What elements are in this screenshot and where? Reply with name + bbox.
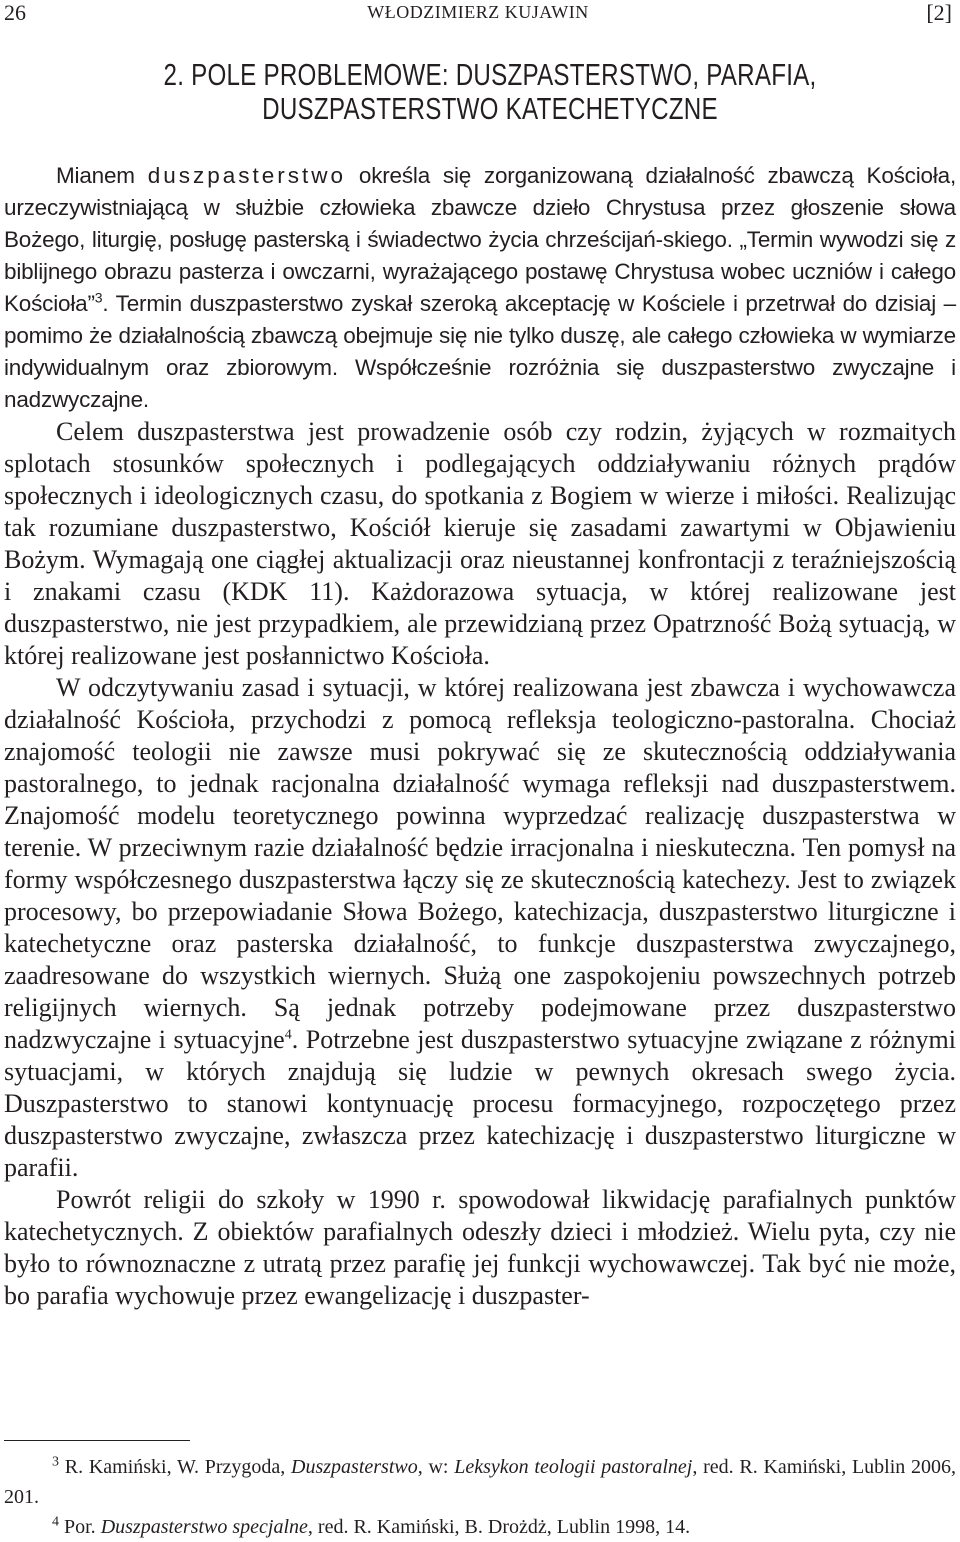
footnote-ref-3: 3 [94,289,103,306]
paragraph-1-text-a: Mianem [56,163,135,188]
page-number: 26 [4,0,26,25]
footnote-3 [4,1452,956,1512]
footnote-divider [4,1440,190,1441]
section-title-line-1: 2. POLE PROBLEMOWE: DUSZPASTERSTWO, PARAFIA, [163,57,817,92]
paragraph-1-text-b: określa się zorganizowaną działalność zbawczą Kościoła, urzeczywistniającą w służbie człowieka zbawcze dzieło Chrystusa przez głoszenie słowa Bożego, liturgię, posługę pasterską i świadectwo życia chrześcijań-skiego. „Termin wywodzi się z biblijnego obrazu pasterza i owczarni, wyrażającego postawę Chrystusa wobec uczniów i całego Kościoła” [4,163,957,316]
section-title-line-2: DUSZPASTERSTWO KATECHETYCZNE [262,91,718,126]
paragraph-1 [4,160,956,416]
paragraph-1-text-c: . Termin duszpasterstwo zyskał szeroką akceptację w Kościele i przetrwał do dzisiaj – pomimo że działalnością zbawczą obejmuje się nie tylko duszę, ale całego człowieka w wymiarze indywidualnym oraz zbiorowym. Współcześnie rozróżnia się duszpasterstwo zwyczajne i nadzwyczajne. [4,291,956,412]
running-header-author: WŁODZIMIERZ KUJAWIN [367,2,589,22]
paragraph-3-text-a: W odczytywaniu zasad i sytuacji, w której realizowana jest zbawcza i wychowawcza działalność Kościoła, przychodzi z pomocą refleksja teologiczno-pastoralna. Chociaż znajomość teologii nie zawsze musi pokrywać się ze skutecznością oddziaływania pastoralnego, to jednak racjonalna działalność wymaga refleksji nad duszpasterstwem. Znajomość modelu teoretycznego powinna wyprzedzać realizację duszpasterstwa w terenie. W przeciwnym razie działalność będzie irracjonalna i nieskuteczna. Ten pomysł na formy współczesnego duszpasterstwa łączy się ze skutecznością katechezy. Jest to związek procesowy, bo przepowiadanie Słowa Bożego, katechizacja, duszpasterstwo liturgiczne i katechetyczne oraz pasterska działalność, to funkcje duszpasterstwa zwyczajnego, zaadresowane do wszystkich wiernych. Służą one zaspokojeniu powszechnych potrzeb religijnych wiernych. Są jednak potrzeby podejmowane przez duszpasterstwo nadzwyczajne i sytuacyjne [4,673,956,1054]
footnotes [4,1452,956,1542]
footnote-4-text-b: , red. R. Kamiński, B. Drożdż, Lublin 1998, 14. [307,1516,691,1538]
footnote-ref-4: 4 [284,1027,292,1043]
paragraph-3-text-b: . Potrzebne jest duszpasterstwo sytuacyjne związane z różnymi sytuacjami, w których znajdują się ludzie w pewnych okresach swego życia. Duszpasterstwo to stanowi kontynuację procesu formacyjnego, rozpoczętego przez duszpasterstwo zwyczajne, zwłaszcza przez katechizację i duszpasterstwo liturgiczne w parafii. [4,1025,956,1182]
section-title [155,58,826,126]
body-text [4,160,956,1312]
paragraph-2: Celem duszpasterstwa jest prowadzenie osób czy rodzin, żyjących w rozmaitych splotach stosunków społecznych i podlegających oddziaływaniu różnych prądów społecznych i ideologicznych czasu, do spotkania z Bogiem w wierze i miłości. Realizując tak rozumiane duszpasterstwo, Kościół kieruje się zasadami zawartymi w Objawieniu Bożym. Wymagają one ciągłej aktualizacji oraz nieustannej konfrontacji z teraźniejszością i znakami czasu (KDK 11). Każdorazowa sytuacja, w której realizowane jest duszpasterstwo, nie jest przypadkiem, ale przewidzianą przez Opatrzność Bożą sytuacją, w której realizowane jest posłannictwo Kościoła. [4,417,956,670]
footnote-4 [4,1512,956,1542]
footnote-3-text-b: , w: [417,1456,449,1478]
footnote-4-number: 4 [52,1514,59,1530]
footnote-3-text-c: , red. R. Kamiński, Lublin 2006, 201. [4,1456,957,1508]
footnote-3-text-a: R. Kamiński, W. Przygoda, [64,1456,286,1478]
footnote-3-title-2: Leksykon teologii pastoralnej [454,1456,693,1478]
paragraph-3 [4,672,956,1184]
footnote-4-title: Duszpasterstwo specjalne [100,1516,308,1538]
paragraph-4: Powrót religii do szkoły w 1990 r. spowodował likwidację parafialnych punktów katechetycznych. Z obiektów parafialnych odeszły dzieci i młodzież. Wielu pyta, czy nie było to równoznaczne z utratą przez parafię jej funkcji wychowawczej. Tak być nie może, bo parafia wychowuje przez ewangelizację i duszpaster- [4,1185,956,1310]
footnote-3-title-1: Duszpasterstwo [291,1456,418,1478]
emphasized-term: duszpasterstwo [147,163,347,188]
running-header [4,0,952,30]
footnote-4-text-a: Por. [64,1516,96,1538]
section-reference: [2] [926,0,952,25]
footnote-3-number: 3 [52,1454,59,1470]
